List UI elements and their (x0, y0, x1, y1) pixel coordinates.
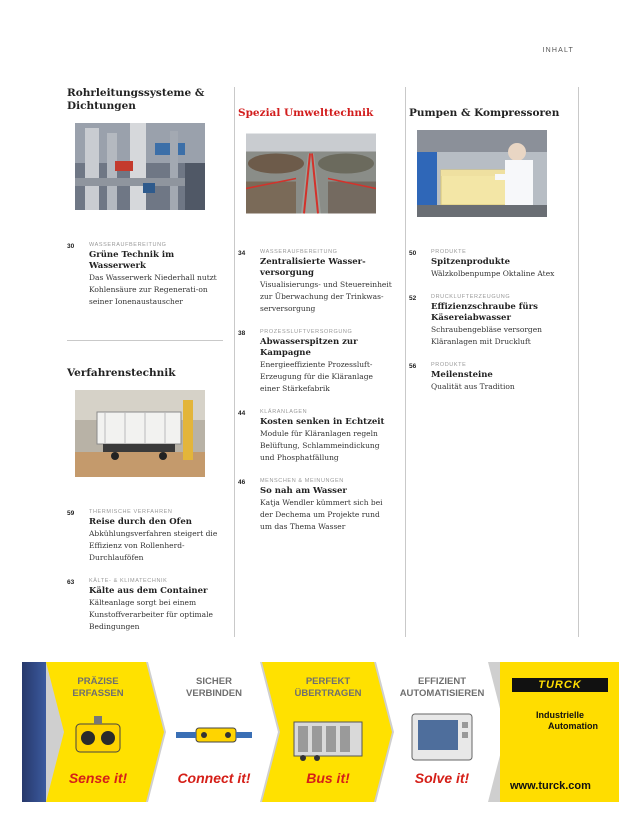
toc-entry[interactable] (409, 360, 579, 393)
entry-title: So nah am Wasser (260, 486, 347, 496)
panel-label: SICHER VERBINDEN (186, 676, 242, 699)
toc-entry[interactable] (67, 507, 223, 564)
entry-description: Module für Kläranlagen regeln Belüftung, Schlammeindickung und Phosphatfällung (260, 429, 380, 462)
entry-description: Katja Wendler kümmert sich bei der Dechema um Projekte rund um das Thema Wasser (260, 498, 383, 531)
entry-category: KÄLTE- & KLIMATECHNIK (89, 578, 168, 584)
entry-category: WASSERAUFBEREITUNG (89, 242, 167, 248)
container-crane-photo (75, 390, 205, 477)
page-number: 50 (409, 250, 417, 257)
turck-advertisement[interactable] (22, 662, 619, 802)
toc-entry[interactable] (409, 247, 579, 280)
entry-description: Das Wasserwerk Niederhall nutzt Kohlensäure zur Regenerati-on seiner Ionenaustauscher (89, 273, 217, 306)
page-number: 56 (409, 363, 417, 370)
entry-description: Qualität aus Tradition (431, 382, 515, 391)
toc-entry[interactable] (238, 407, 394, 464)
ad-panel-connect (162, 662, 266, 802)
entry-title: Zentralisierte Wasser-versorgung (260, 257, 366, 278)
entry-category: PRODUKTE (431, 249, 467, 255)
entry-description: Energieeffiziente Prozessluft-Erzeugung für die Kläranlage einer Stärkefabrik (260, 360, 373, 393)
sensor-icon (70, 712, 126, 762)
page-number: 34 (238, 250, 246, 257)
entry-description: Abkühlungsverfahren steigert die Effizienz von Rollenherd-Durchlauföfen (89, 529, 218, 562)
entry-title: Grüne Technik im Wasserwerk (89, 250, 175, 271)
panel-slogan: Bus it! (306, 770, 350, 786)
toc-entry[interactable] (238, 247, 394, 315)
section-pumpen-kompressoren (409, 87, 579, 393)
toc-entry[interactable] (238, 327, 394, 395)
turck-logo: TURCK (512, 678, 608, 692)
column-divider (234, 87, 235, 637)
entry-title: Spitzenprodukte (431, 257, 511, 267)
page-number: 30 (67, 243, 75, 250)
ad-panel-solve (390, 662, 494, 802)
entry-title: Abwasserspitzen zur Kampagne (260, 337, 358, 358)
page-number: 63 (67, 579, 75, 586)
pipes-photo (75, 123, 205, 210)
entry-category: PROZESSLUFTVERSORGUNG (260, 329, 353, 335)
brand-tagline (536, 710, 616, 732)
panel-slogan: Solve it! (414, 770, 470, 786)
entry-title: Meilensteine (431, 370, 493, 380)
cheese-dairy-photo (417, 130, 547, 217)
entry-title: Kälte aus dem Container (89, 586, 208, 596)
section-rohrleitungssysteme (67, 87, 223, 308)
toc-entry[interactable] (238, 476, 394, 533)
entry-title: Kosten senken in Echtzeit (260, 417, 385, 427)
section-title: Rohrleitungssysteme & Dichtungen (67, 87, 205, 112)
turck-brand-panel[interactable] (500, 662, 619, 802)
tagline-line-1: Industrielle (536, 710, 585, 720)
page-number: 44 (238, 410, 246, 417)
toc-entry[interactable] (409, 292, 579, 348)
entry-category: KLÄRANLAGEN (260, 409, 308, 415)
brand-url-link[interactable]: www.turck.com (510, 780, 591, 792)
page-number: 52 (409, 295, 417, 302)
section-title: Pumpen & Kompressoren (409, 107, 560, 119)
connector-icon (172, 714, 256, 758)
ad-panel-sense (48, 662, 148, 802)
page-number: 59 (67, 510, 75, 517)
page-section-label: INHALT (542, 47, 574, 54)
toc-entry[interactable] (67, 576, 223, 633)
entry-category: DRUCKLUFTERZEUGUNG (431, 294, 511, 300)
section-spezial-umwelttechnik (238, 87, 394, 533)
panel-slogan: Connect it! (177, 770, 251, 786)
entry-description: Schraubengebläse versorgen Kläranlagen mit Druckluft (431, 325, 542, 346)
wastewater-plant-photo (246, 130, 376, 217)
entry-category: THERMISCHE VERFAHREN (89, 509, 173, 515)
toc-entry[interactable] (67, 240, 223, 308)
section-title: Verfahrenstechnik (67, 367, 176, 379)
section-verfahrenstechnik (67, 367, 223, 633)
hmi-panel-icon (408, 710, 476, 766)
column-divider (405, 87, 406, 637)
page-number: 46 (238, 479, 246, 486)
entry-description: Kälteanlage sorgt bei einem Kunstoffverarbeiter für optimale Bedingungen (89, 598, 213, 631)
ad-panel-bus (276, 662, 380, 802)
entry-title: Effizienzschraube fürs Käsereiabwasser (431, 302, 538, 323)
panel-label: PERFEKT ÜBERTRAGEN (294, 676, 362, 699)
tagline-line-2: Automation (548, 721, 598, 731)
entry-category: PRODUKTE (431, 362, 467, 368)
panel-label: PRÄZISE ERFASSEN (72, 676, 124, 699)
entry-category: MENSCHEN & MEINUNGEN (260, 478, 344, 484)
entry-description: Wälzkolbenpumpe Oktaline Atex (431, 269, 555, 278)
entry-title: Reise durch den Ofen (89, 517, 192, 527)
section-title: Spezial Umwelttechnik (238, 107, 374, 119)
page-number: 38 (238, 330, 246, 337)
bus-module-icon (288, 712, 368, 764)
section-divider (67, 340, 223, 341)
entry-category: WASSERAUFBEREITUNG (260, 249, 338, 255)
panel-slogan: Sense it! (68, 770, 128, 786)
panel-label: EFFIZIENT AUTOMATISIEREN (399, 676, 485, 699)
entry-description: Visualisierungs- und Steuereinheit zur Überwachung der Trinkwas-serversorgung (260, 280, 392, 313)
